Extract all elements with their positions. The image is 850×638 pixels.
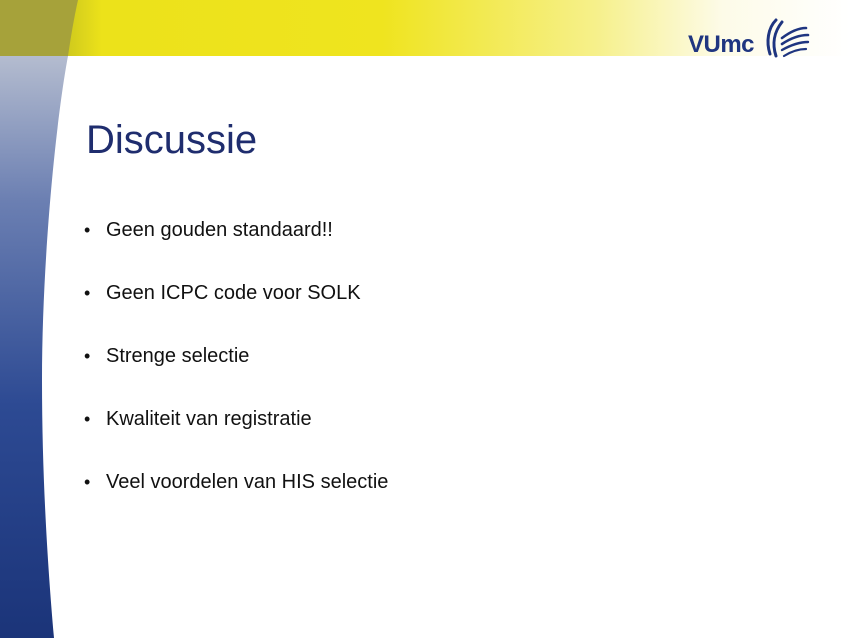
bullet-marker: •	[84, 409, 91, 429]
bullet-text: Geen ICPC code voor SOLK	[106, 282, 361, 304]
bullet-item	[84, 407, 312, 431]
logo-text: VUmc	[688, 31, 755, 58]
bullet-text: Kwaliteit van registratie	[106, 408, 312, 430]
left-curve-band	[0, 0, 80, 638]
vumc-logo	[688, 14, 813, 66]
bullet-item	[84, 281, 361, 305]
bullet-text: Geen gouden standaard!!	[106, 219, 333, 241]
bullet-marker: •	[84, 283, 91, 303]
logo-mark-icon	[760, 14, 812, 64]
bullet-marker: •	[84, 346, 91, 366]
bullet-item	[84, 344, 249, 368]
bullet-text: Strenge selectie	[106, 345, 250, 367]
slide-title: Discussie	[86, 118, 258, 162]
bullet-item	[84, 470, 388, 494]
bullet-marker: •	[84, 472, 91, 492]
bullet-item	[84, 218, 333, 242]
bullet-marker: •	[84, 220, 91, 240]
bullet-text: Veel voordelen van HIS selectie	[106, 471, 389, 493]
